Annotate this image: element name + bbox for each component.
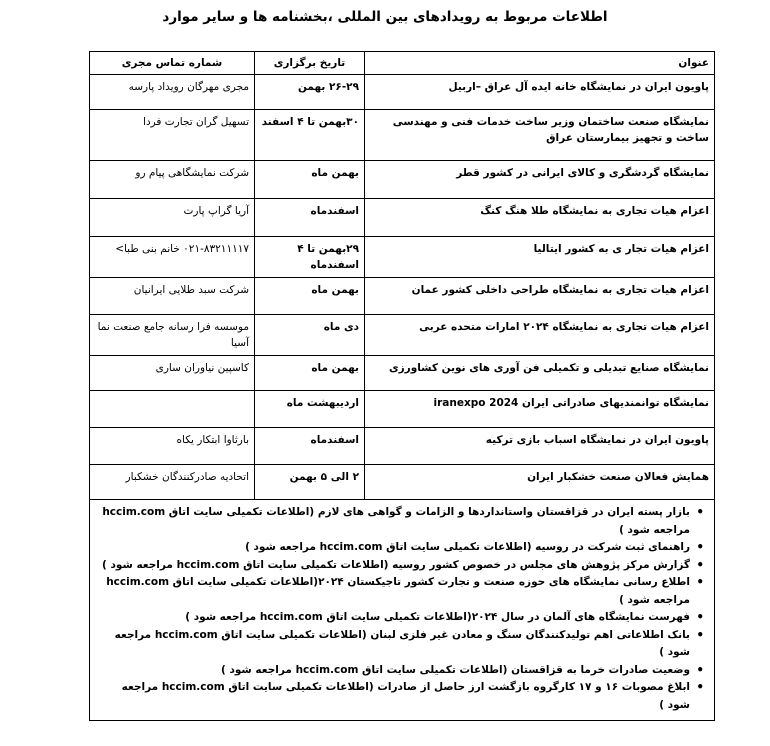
event-date: اردیبهشت ماه	[255, 391, 365, 428]
table-row	[90, 199, 715, 237]
table-row	[90, 428, 715, 465]
event-contact: ۰۲۱-۸۳۲۱۱۱۱۷ خانم بنی طبا>	[90, 237, 255, 278]
event-contact: تسهیل گران تجارت فردا	[90, 110, 255, 161]
table-row	[90, 161, 715, 199]
event-date: ۳۰بهمن تا ۴ اسفند	[255, 110, 365, 161]
event-title: پاویون ایران در نمایشگاه خانه ایده آل عراق –اربیل	[365, 75, 715, 110]
table-row	[90, 110, 715, 161]
table-row	[90, 465, 715, 500]
event-date: ۲۹بهمن تا ۴ اسفندماه	[255, 237, 365, 278]
event-contact: بارثاوا ابتکار یکاه	[90, 428, 255, 465]
event-title: پاویون ایران در نمایشگاه اسباب بازی ترکیه	[365, 428, 715, 465]
event-date: دی ماه	[255, 315, 365, 356]
event-date: ۲ الی ۵ بهمن	[255, 465, 365, 500]
document-title: اطلاعات مربوط به رویدادهای بین المللی ،بخشنامه ها و سایر موارد	[162, 9, 608, 25]
note-item: • گزارش مرکز پژوهش های مجلس در خصوص کشور روسیه (اطلاعات تکمیلی سایت اتاق hccim.com مراجعه شود )	[100, 557, 690, 575]
event-contact	[90, 391, 255, 428]
table-row	[90, 278, 715, 315]
table-row	[90, 75, 715, 110]
event-date: بهمن ماه	[255, 278, 365, 315]
note-item: • فهرست نمایشگاه های آلمان در سال ۲۰۲۴(اطلاعات تکمیلی سایت اتاق hccim.com مراجعه شود )	[100, 609, 690, 627]
event-title: نمایشگاه صنایع تبدیلی و تکمیلی فن آوری های نوین کشاورزی	[365, 356, 715, 391]
header-date: تاریخ برگزاری	[255, 52, 365, 75]
event-title: اعزام هیات تجاری به نمایشگاه ۲۰۲۴ امارات متحده عربی	[365, 315, 715, 356]
header-contact: شماره تماس مجری	[90, 52, 255, 75]
event-title: نمایشگاه صنعت ساختمان وزیر ساخت خدمات فنی و مهندسی ساخت و تجهیز بیمارستان عراق	[365, 110, 715, 161]
table-row	[90, 237, 715, 278]
event-title: نمایشگاه گردشگری و کالای ایرانی در کشور قطر	[365, 161, 715, 199]
note-item: • وضعیت صادرات خرما به قزاقستان (اطلاعات تکمیلی سایت اتاق hccim.com مراجعه شود )	[100, 662, 690, 680]
event-date: اسفندماه	[255, 428, 365, 465]
note-item: • راهنمای ثبت شرکت در روسیه (اطلاعات تکمیلی سایت اتاق hccim.com مراجعه شود )	[100, 539, 690, 557]
header-title: عنوان	[365, 52, 715, 75]
event-date: بهمن ماه	[255, 161, 365, 199]
event-date: اسفندماه	[255, 199, 365, 237]
note-item: • اطلاع رسانی نمایشگاه های حوزه صنعت و تجارت کشور تاجیکستان ۲۰۲۴(اطلاعات تکمیلی سایت اتاق hccim.com مراجعه شود )	[100, 574, 690, 609]
event-contact: اتحادیه صادرکنندگان خشکبار	[90, 465, 255, 500]
notes-row	[90, 500, 715, 721]
table-row	[90, 356, 715, 391]
event-title: نمایشگاه توانمندیهای صادراتی ایران iranexpo 2024	[365, 391, 715, 428]
event-date: ۲۶-۲۹ بهمن	[255, 75, 365, 110]
event-title: اعزام هیات تجار ی به کشور ایتالیا	[365, 237, 715, 278]
event-contact: موسسه فرا رسانه جامع صنعت نما آسیا	[90, 315, 255, 356]
event-title: اعزام هیات تجاری به نمایشگاه طراحی داخلی کشور عمان	[365, 278, 715, 315]
event-contact: شرکت نمایشگاهی پیام رو	[90, 161, 255, 199]
notes-list	[100, 504, 704, 714]
event-title: همایش فعالان صنعت خشکبار ایران	[365, 465, 715, 500]
event-date: بهمن ماه	[255, 356, 365, 391]
event-contact: مجری مهرگان رویداد پارسه	[90, 75, 255, 110]
table-header-row	[90, 52, 715, 75]
notes-cell	[90, 500, 715, 721]
note-item: • ابلاغ مصوبات ۱۶ و ۱۷ کارگروه بازگشت ارز حاصل از صادرات (اطلاعات تکمیلی سایت اتاق hccim.com مراجعه شود )	[100, 679, 690, 714]
note-item: • بازار پسته ایران در قزاقستان واستانداردها و الزامات و گواهی های لازم (اطلاعات تکمیلی سایت اتاق hccim.com مراجعه شود )	[100, 504, 690, 539]
note-item: • بانک اطلاعاتی اهم تولیدکنندگان سنگ و معادن غیر فلزی لبنان (اطلاعات تکمیلی سایت اتاق hccim.com مراجعه شود )	[100, 627, 690, 662]
events-table	[89, 51, 715, 721]
event-contact: شرکت سبد طلایی ایرانیان	[90, 278, 255, 315]
event-contact: آریا گراپ پارت	[90, 199, 255, 237]
table-row	[90, 315, 715, 356]
event-contact: کاسپین نیاوران ساری	[90, 356, 255, 391]
table-row	[90, 391, 715, 428]
event-title: اعزام هیات تجاری به نمایشگاه طلا هنگ کنگ	[365, 199, 715, 237]
